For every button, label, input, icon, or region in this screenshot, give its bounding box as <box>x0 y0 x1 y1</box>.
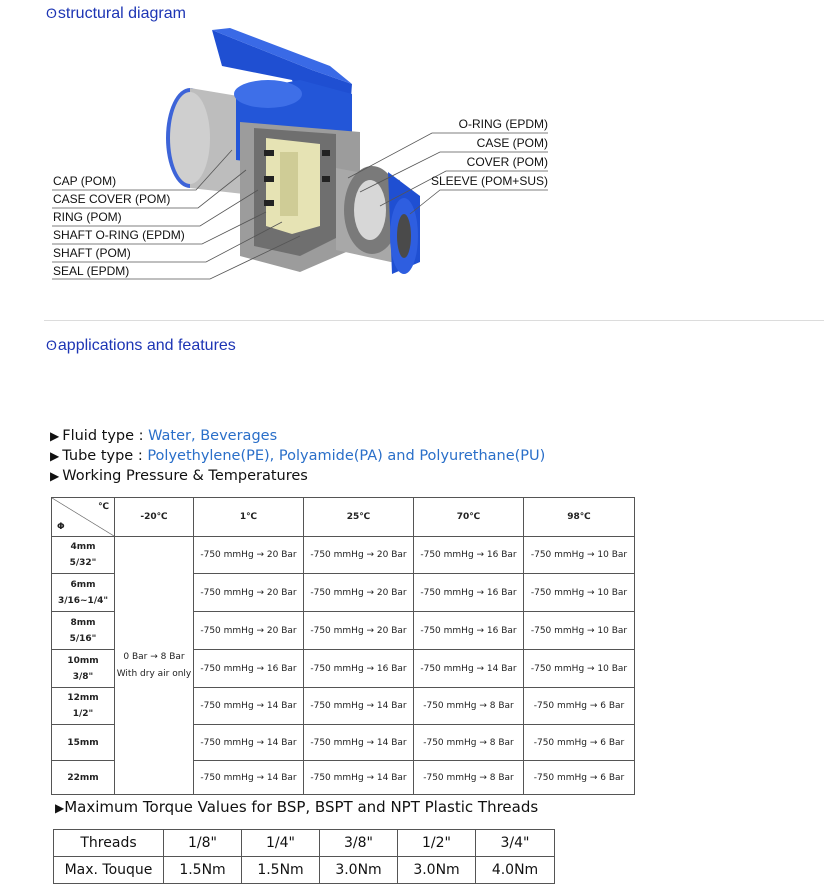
pressure-cell: -750 mmHg → 10 Bar <box>524 650 635 688</box>
pressure-cell: -750 mmHg → 14 Bar <box>304 688 414 725</box>
pressure-cell: -750 mmHg → 10 Bar <box>524 537 635 574</box>
table-row <box>54 857 555 884</box>
size-cell: 10mm 3/8" <box>52 650 115 688</box>
pressure-cell: -750 mmHg → 16 Bar <box>414 612 524 650</box>
applications-title: ʘapplications and features <box>46 337 236 354</box>
thread-size: 3/8" <box>320 830 398 857</box>
pressure-cell: -750 mmHg → 6 Bar <box>524 688 635 725</box>
arrow-right-icon: ▶ <box>50 469 60 483</box>
temp-header: -20℃ <box>115 498 194 537</box>
temp-header: 98℃ <box>524 498 635 537</box>
pressure-cell: -750 mmHg → 14 Bar <box>304 725 414 761</box>
structural-diagram-title: ʘstructural diagram <box>46 5 186 22</box>
thread-size: 3/4" <box>476 830 555 857</box>
pressure-cell: -750 mmHg → 8 Bar <box>414 725 524 761</box>
valve-illustration <box>166 28 420 274</box>
size-cell: 6mm 3/16~1/4" <box>52 574 115 612</box>
label-ring: RING (POM) <box>53 210 122 224</box>
torque-value: 3.0Nm <box>320 857 398 884</box>
circle-dot-icon: ʘ <box>46 5 57 21</box>
pressure-cell: -750 mmHg → 14 Bar <box>194 688 304 725</box>
torque-table <box>53 829 555 884</box>
pressure-cell: -750 mmHg → 10 Bar <box>524 574 635 612</box>
torque-value: 1.5Nm <box>164 857 242 884</box>
label-case-cover: CASE COVER (POM) <box>53 192 171 206</box>
pressure-cell: -750 mmHg → 8 Bar <box>414 688 524 725</box>
pressure-cell: -750 mmHg → 14 Bar <box>194 761 304 795</box>
pressure-cell: -750 mmHg → 10 Bar <box>524 612 635 650</box>
pressure-cell: -750 mmHg → 6 Bar <box>524 725 635 761</box>
pressure-cell: -750 mmHg → 20 Bar <box>194 574 304 612</box>
size-cell: 12mm 1/2" <box>52 688 115 725</box>
label-case: CASE (POM) <box>476 136 548 150</box>
temp-header: 25℃ <box>304 498 414 537</box>
pressure-cell: -750 mmHg → 20 Bar <box>304 537 414 574</box>
pressure-cell: -750 mmHg → 16 Bar <box>414 574 524 612</box>
pressure-cell: -750 mmHg → 6 Bar <box>524 761 635 795</box>
arrow-right-icon: ▶ <box>50 429 60 443</box>
pressure-cell: -750 mmHg → 14 Bar <box>414 650 524 688</box>
arrow-right-icon: ▶ <box>50 449 60 463</box>
pressure-cell: -750 mmHg → 20 Bar <box>304 612 414 650</box>
pressure-cell: -750 mmHg → 16 Bar <box>194 650 304 688</box>
pressure-cell: -750 mmHg → 16 Bar <box>414 537 524 574</box>
tube-type-line: ▶ Tube type : Polyethylene(PE), Polyamide(PA) and Polyurethane(PU) <box>50 448 546 464</box>
pressure-cell: -750 mmHg → 14 Bar <box>194 725 304 761</box>
circle-dot-icon: ʘ <box>46 337 57 353</box>
temp-header: 70℃ <box>414 498 524 537</box>
table-header-row <box>52 498 635 537</box>
max-torque-label: Max. Touque <box>54 857 164 884</box>
label-cap: CAP (POM) <box>53 174 117 188</box>
size-cell: 8mm 5/16" <box>52 612 115 650</box>
table-row <box>54 830 555 857</box>
working-pressure-line: ▶ Working Pressure & Temperatures <box>50 468 308 484</box>
table-row <box>52 537 635 574</box>
size-cell: 22mm <box>52 761 115 795</box>
arrow-right-icon: ▶ <box>55 801 65 815</box>
label-shaft-o-ring: SHAFT O-RING (EPDM) <box>53 228 185 242</box>
label-seal: SEAL (EPDM) <box>53 264 130 278</box>
torque-value: 4.0Nm <box>476 857 555 884</box>
thread-size: 1/2" <box>398 830 476 857</box>
section-divider <box>44 320 824 321</box>
pressure-cell: -750 mmHg → 16 Bar <box>304 650 414 688</box>
pressure-cell: -750 mmHg → 8 Bar <box>414 761 524 795</box>
size-cell: 4mm 5/32" <box>52 537 115 574</box>
fluid-type-line: ▶ Fluid type : Water, Beverages <box>50 428 278 444</box>
temp-header: 1℃ <box>194 498 304 537</box>
label-cover: COVER (POM) <box>466 155 548 169</box>
pressure-cell: -750 mmHg → 20 Bar <box>194 537 304 574</box>
pressure-cell: -750 mmHg → 20 Bar <box>304 574 414 612</box>
corner-cell: ℃ Φ <box>52 498 115 537</box>
size-cell: 15mm <box>52 725 115 761</box>
label-sleeve: SLEEVE (POM+SUS) <box>430 174 548 188</box>
pressure-cell: -750 mmHg → 20 Bar <box>194 612 304 650</box>
torque-title: ▶Maximum Torque Values for BSP, BSPT and NPT Plastic Threads <box>55 798 539 816</box>
pressure-temperature-table <box>51 497 635 795</box>
torque-value: 3.0Nm <box>398 857 476 884</box>
label-shaft: SHAFT (POM) <box>53 246 131 260</box>
thread-size: 1/8" <box>164 830 242 857</box>
cold-value-cell: 0 Bar → 8 Bar With dry air only <box>115 537 194 795</box>
threads-label: Threads <box>54 830 164 857</box>
torque-value: 1.5Nm <box>242 857 320 884</box>
label-o-ring: O-RING (EPDM) <box>458 117 548 131</box>
pressure-cell: -750 mmHg → 14 Bar <box>304 761 414 795</box>
thread-size: 1/4" <box>242 830 320 857</box>
